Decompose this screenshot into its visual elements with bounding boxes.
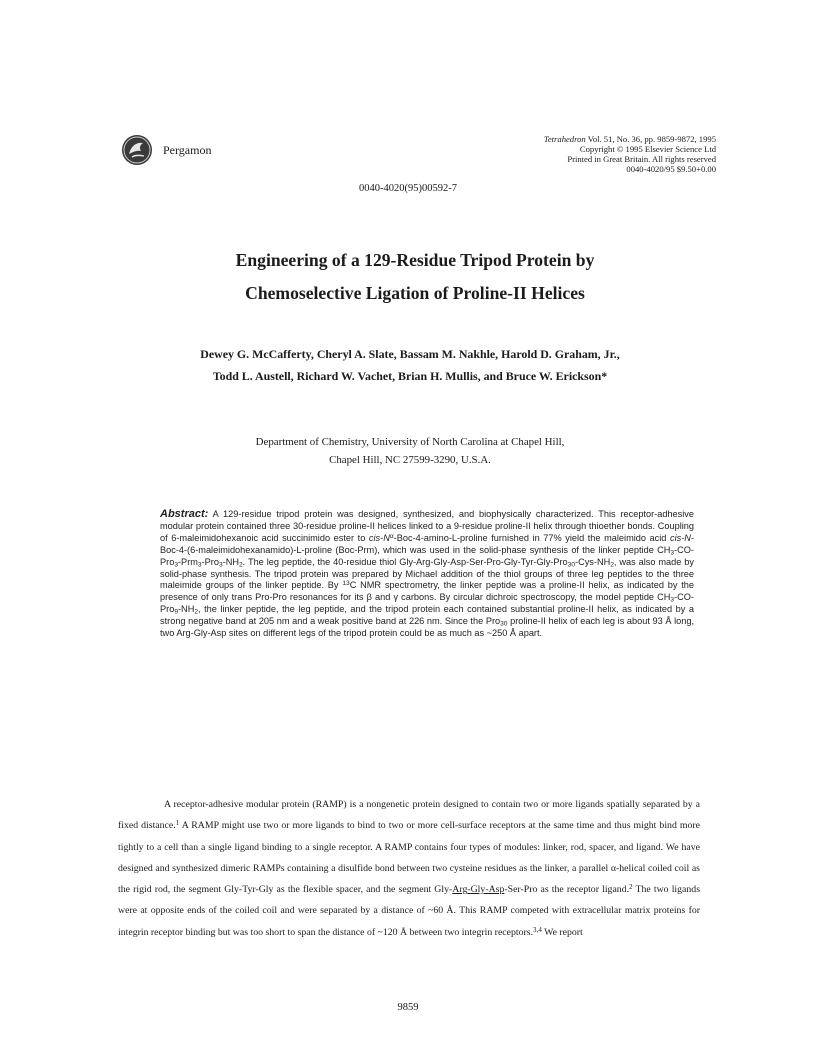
abstract-sub: 3 — [218, 561, 223, 569]
reference-marker: 1 — [175, 819, 180, 828]
abstract-sub: 30 — [500, 620, 508, 628]
body-text: We report — [541, 926, 583, 938]
page-number: 9859 — [397, 1002, 419, 1013]
printed-line: Printed in Great Britain. All rights reserved — [567, 154, 716, 164]
body-text: -helical coiled coil as the rigid rod, the segment Gly-Tyr-Gly as the flexible spacer, and the segment Gly- — [118, 862, 700, 896]
abstract-text: . The leg peptide, the 40-residue thiol Gly-Arg-Gly-Asp-Ser-Pro-Gly-Tyr-Gly-Pro — [242, 556, 568, 567]
abstract-text: , was also made by solid-phase synthesis. The tripod protein was prepared by Michael addition of the thiol groups of three leg peptides to the three maleimide groups of the linker peptide. By — [160, 556, 694, 591]
body-text: α — [610, 862, 617, 874]
title-line-1: Engineering of a 129-Residue Tripod Protein by — [235, 250, 595, 270]
abstract-sub: 9 — [174, 608, 178, 616]
abstract-text: -CO-Pro — [160, 592, 694, 615]
body-text: -Ser-Pro as the receptor ligand. — [504, 884, 630, 896]
reference-marker: 3,4 — [533, 925, 542, 934]
abstract-text: -Prm — [178, 556, 198, 567]
pergamon-logo-icon — [121, 134, 153, 166]
abstract-sup: α — [389, 532, 394, 540]
abstract-sub: 2 — [194, 608, 199, 616]
abstract-text: -Boc-4-amino-L-proline furnished in 77% yield the maleimido acid — [393, 532, 670, 543]
abstract-text: -Cys-NH — [575, 556, 611, 567]
underlined-residue: Gly — [470, 884, 486, 896]
abstract-italic: cis-N — [368, 532, 390, 543]
underlined-residue: - — [485, 884, 489, 896]
underlined-residue: Asp — [488, 884, 505, 896]
title-line-2: Chemoselective Ligation of Proline-II Helices — [245, 283, 585, 303]
abstract-text: , the linker peptide, the leg peptide, and the tripod protein each contained substantial proline-II helix, as indicated by a strong negative band at 205 nm and a weak positive band at 226 nm. Since the Pro — [160, 604, 694, 627]
abstract-text: -NH — [178, 604, 195, 615]
abstract-text: proline-II helix of each leg is about 93 Å long, two Arg-Gly-Asp sites on different legs of the tripod protein could be as much as ~250 Å apart. — [160, 616, 694, 639]
underlined-residue: - — [467, 884, 471, 896]
journal-citation — [476, 134, 716, 144]
abstract-sub: 3 — [670, 549, 675, 557]
authors-line-2: Todd L. Austell, Richard W. Vachet, Brian H. Mullis, and Bruce W. Erickson* — [212, 369, 608, 383]
abstract-sub: 30 — [567, 561, 576, 569]
author-list — [80, 343, 740, 387]
issn-price: 0040-4020/95 $9.50+0.00 — [626, 164, 716, 174]
body-paragraph — [118, 794, 700, 943]
affiliation — [80, 433, 740, 469]
document-code: 0040-4020(95)00592-7 — [359, 183, 457, 194]
abstract-text: -Boc-4-(6-maleimidohexanamido)-L-proline (Boc-Prm), which was used in the solid-phase synthesis of the linker peptide CH — [160, 532, 694, 555]
abstract-text: -NH — [222, 556, 239, 567]
affiliation-line-1: Department of Chemistry, University of North Carolina at Chapel Hill, — [255, 436, 565, 448]
affiliation-line-2: Chapel Hill, NC 27599-3290, U.S.A. — [329, 454, 491, 466]
copyright-line: Copyright © 1995 Elsevier Science Ltd — [579, 144, 716, 154]
abstract-sub: 2 — [610, 561, 614, 569]
journal-details: Vol. 51, No. 36, pp. 9859-9872, 1995 — [585, 134, 716, 144]
abstract-text: -Pro — [201, 556, 219, 567]
abstract-label: Abstract: — [160, 508, 209, 520]
body-text: The two ligands were at opposite ends of the coiled coil and were separated by a distance of ~60 Å. This RAMP competed with extracellular matrix proteins for integrin receptor binding but was too short to span the distance of ~120 Å between two integrin receptors. — [118, 884, 701, 938]
abstract-italic: cis-N — [670, 532, 691, 543]
underlined-residue: Arg — [452, 884, 468, 896]
body-text: A RAMP might use two or more ligands to bind to two or more cell-surface receptors at the same time and thus might bind more tightly to a cell than a single ligand binding to a single receptor. A RAMP contains four types of modules: linker, rod, spacer, and ligand. We have designed and synthesized dimeric RAMPs containing a disulfide bond between two cysteine residues as the linker, a parallel — [118, 820, 700, 874]
abstract — [160, 509, 694, 640]
abstract-text: -CO-Pro — [160, 544, 694, 567]
abstract-sup: 13 — [342, 580, 350, 588]
paper-title — [100, 244, 730, 310]
publisher-name: Pergamon — [163, 143, 212, 157]
abstract-sub: 3 — [670, 596, 675, 604]
reference-marker: 2 — [629, 883, 633, 892]
authors-line-1: Dewey G. McCafferty, Cheryl A. Slate, Bassam M. Nakhle, Harold D. Graham, Jr., — [200, 347, 620, 361]
journal-name: Tetrahedron — [543, 134, 586, 144]
abstract-sub: 3 — [174, 561, 178, 569]
abstract-text: C NMR spectrometry, the linker peptide was a proline-II helix, as indicated by the presence of only trans Pro-Pro resonances for its β and γ carbons. By circular dichroic spectroscopy, the model peptide CH — [160, 580, 694, 603]
abstract-sub: 2 — [238, 561, 243, 569]
body-text: A receptor-adhesive modular protein (RAMP) is a nongenetic protein designed to contain two or more ligands spatially separated by a fixed distance. — [118, 799, 700, 832]
abstract-sub: 3 — [197, 561, 202, 569]
journal-info — [476, 134, 716, 174]
abstract-text: A 129-residue tripod protein was designed, synthesized, and biophysically characterized. This receptor-adhesive modular protein contained three 30-residue proline-II helices linked to a 9-residue proline-II helix through thioether bonds. Coupling of 6-maleimidohexanoic acid succinimido ester to — [160, 509, 694, 543]
